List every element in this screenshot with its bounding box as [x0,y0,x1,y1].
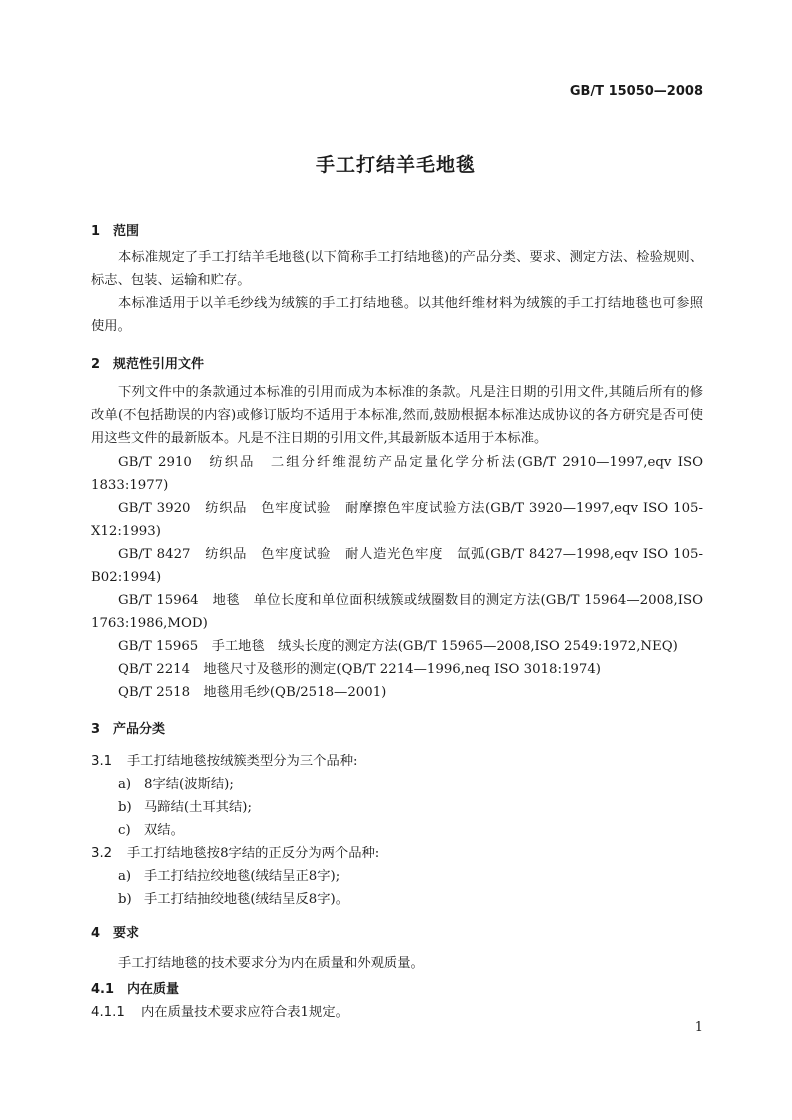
section-4-heading [91,922,139,941]
list-marker: a) [118,777,132,792]
list-text: 马蹄结(土耳其结); [144,800,252,815]
section-number: 1 [91,224,101,239]
reference-item: GB/T 15965 手工地毯 绒头长度的测定方法(GB/T 15965—2008,ISO 2549:1972,NEQ) [118,639,678,654]
section-title: 规范性引用文件 [113,357,205,372]
section-1-heading [91,220,139,239]
section-2-heading [91,353,204,372]
section-number: 2 [91,357,101,372]
document-title: 手工打结羊毛地毯 [315,154,476,176]
reference-item: GB/T 3920 纺织品 色牢度试验 耐摩擦色牢度试验方法(GB/T 3920—1997,eqv ISO 105-X12:1993) [91,501,703,539]
clause-number: 4.1 [91,982,115,997]
section-title: 要求 [113,926,140,941]
reference-item: GB/T 15964 地毯 单位长度和单位面积绒簇或绒圈数目的测定方法(GB/T 15964—2008,ISO 1763:1986,MOD) [91,593,703,631]
reference-item: QB/T 2518 地毯用毛纱(QB/2518—2001) [118,685,387,700]
reference-item: QB/T 2214 地毯尺寸及毯形的测定(QB/T 2214—1996,neq ISO 3018:1974) [118,662,601,677]
section-number: 4 [91,926,101,941]
section-title: 范围 [113,224,140,239]
list-text: 双结。 [144,823,184,838]
clause-number: 3.1 [91,754,113,769]
section-3-heading [91,718,165,737]
section-title: 产品分类 [113,722,166,737]
list-item [118,865,340,884]
list-text: 手工打结抽绞地毯(绒结呈反8字)。 [144,892,349,907]
clause-4-1 [91,978,179,997]
list-marker: c) [118,823,131,838]
list-item [118,819,184,838]
clause-3-1 [91,750,358,769]
paragraph: 下列文件中的条款通过本标准的引用而成为本标准的条款。凡是注日期的引用文件,其随后所有的修改单(不包括勘误的内容)或修订版均不适用于本标准,然而,鼓励根据本标准达成协议的各方研究是否可使用这些文件的最新版本。凡是不注日期的引用文件,其最新版本适用于本标准。 [91,385,703,446]
list-text: 8字结(波斯结); [144,777,234,792]
clause-title: 内在质量 [127,982,180,997]
clause-3-2 [91,842,379,861]
clause-text: 手工打结地毯按8字结的正反分为两个品种: [127,846,380,861]
list-marker: a) [118,869,132,884]
list-text: 手工打结拉绞地毯(绒结呈正8字); [144,869,341,884]
list-marker: b) [118,800,132,815]
clause-text: 内在质量技术要求应符合表1规定。 [141,1005,349,1020]
clause-4-1-1 [91,1001,349,1020]
section-number: 3 [91,722,101,737]
clause-text: 手工打结地毯按绒簇类型分为三个品种: [127,754,358,769]
list-item [118,796,252,815]
list-item [118,773,234,792]
page-number: 1 [694,1020,703,1035]
clause-number: 4.1.1 [91,1005,125,1020]
reference-item: GB/T 2910 纺织品 二组分纤维混纺产品定量化学分析法(GB/T 2910—1997,eqv ISO 1833:1977) [91,455,703,493]
reference-item: GB/T 8427 纺织品 色牢度试验 耐人造光色牢度 氙弧(GB/T 8427—1998,eqv ISO 105-B02:1994) [91,547,703,585]
list-item [118,888,349,907]
paragraph: 本标准适用于以羊毛纱线为绒簇的手工打结地毯。以其他纤维材料为绒簇的手工打结地毯也可参照使用。 [91,296,703,334]
paragraph: 本标准规定了手工打结羊毛地毯(以下简称手工打结地毯)的产品分类、要求、测定方法、检验规则、标志、包装、运输和贮存。 [91,250,703,288]
standard-code: GB/T 15050—2008 [569,84,703,99]
paragraph: 手工打结地毯的技术要求分为内在质量和外观质量。 [118,956,424,971]
list-marker: b) [118,892,132,907]
clause-number: 3.2 [91,846,113,861]
